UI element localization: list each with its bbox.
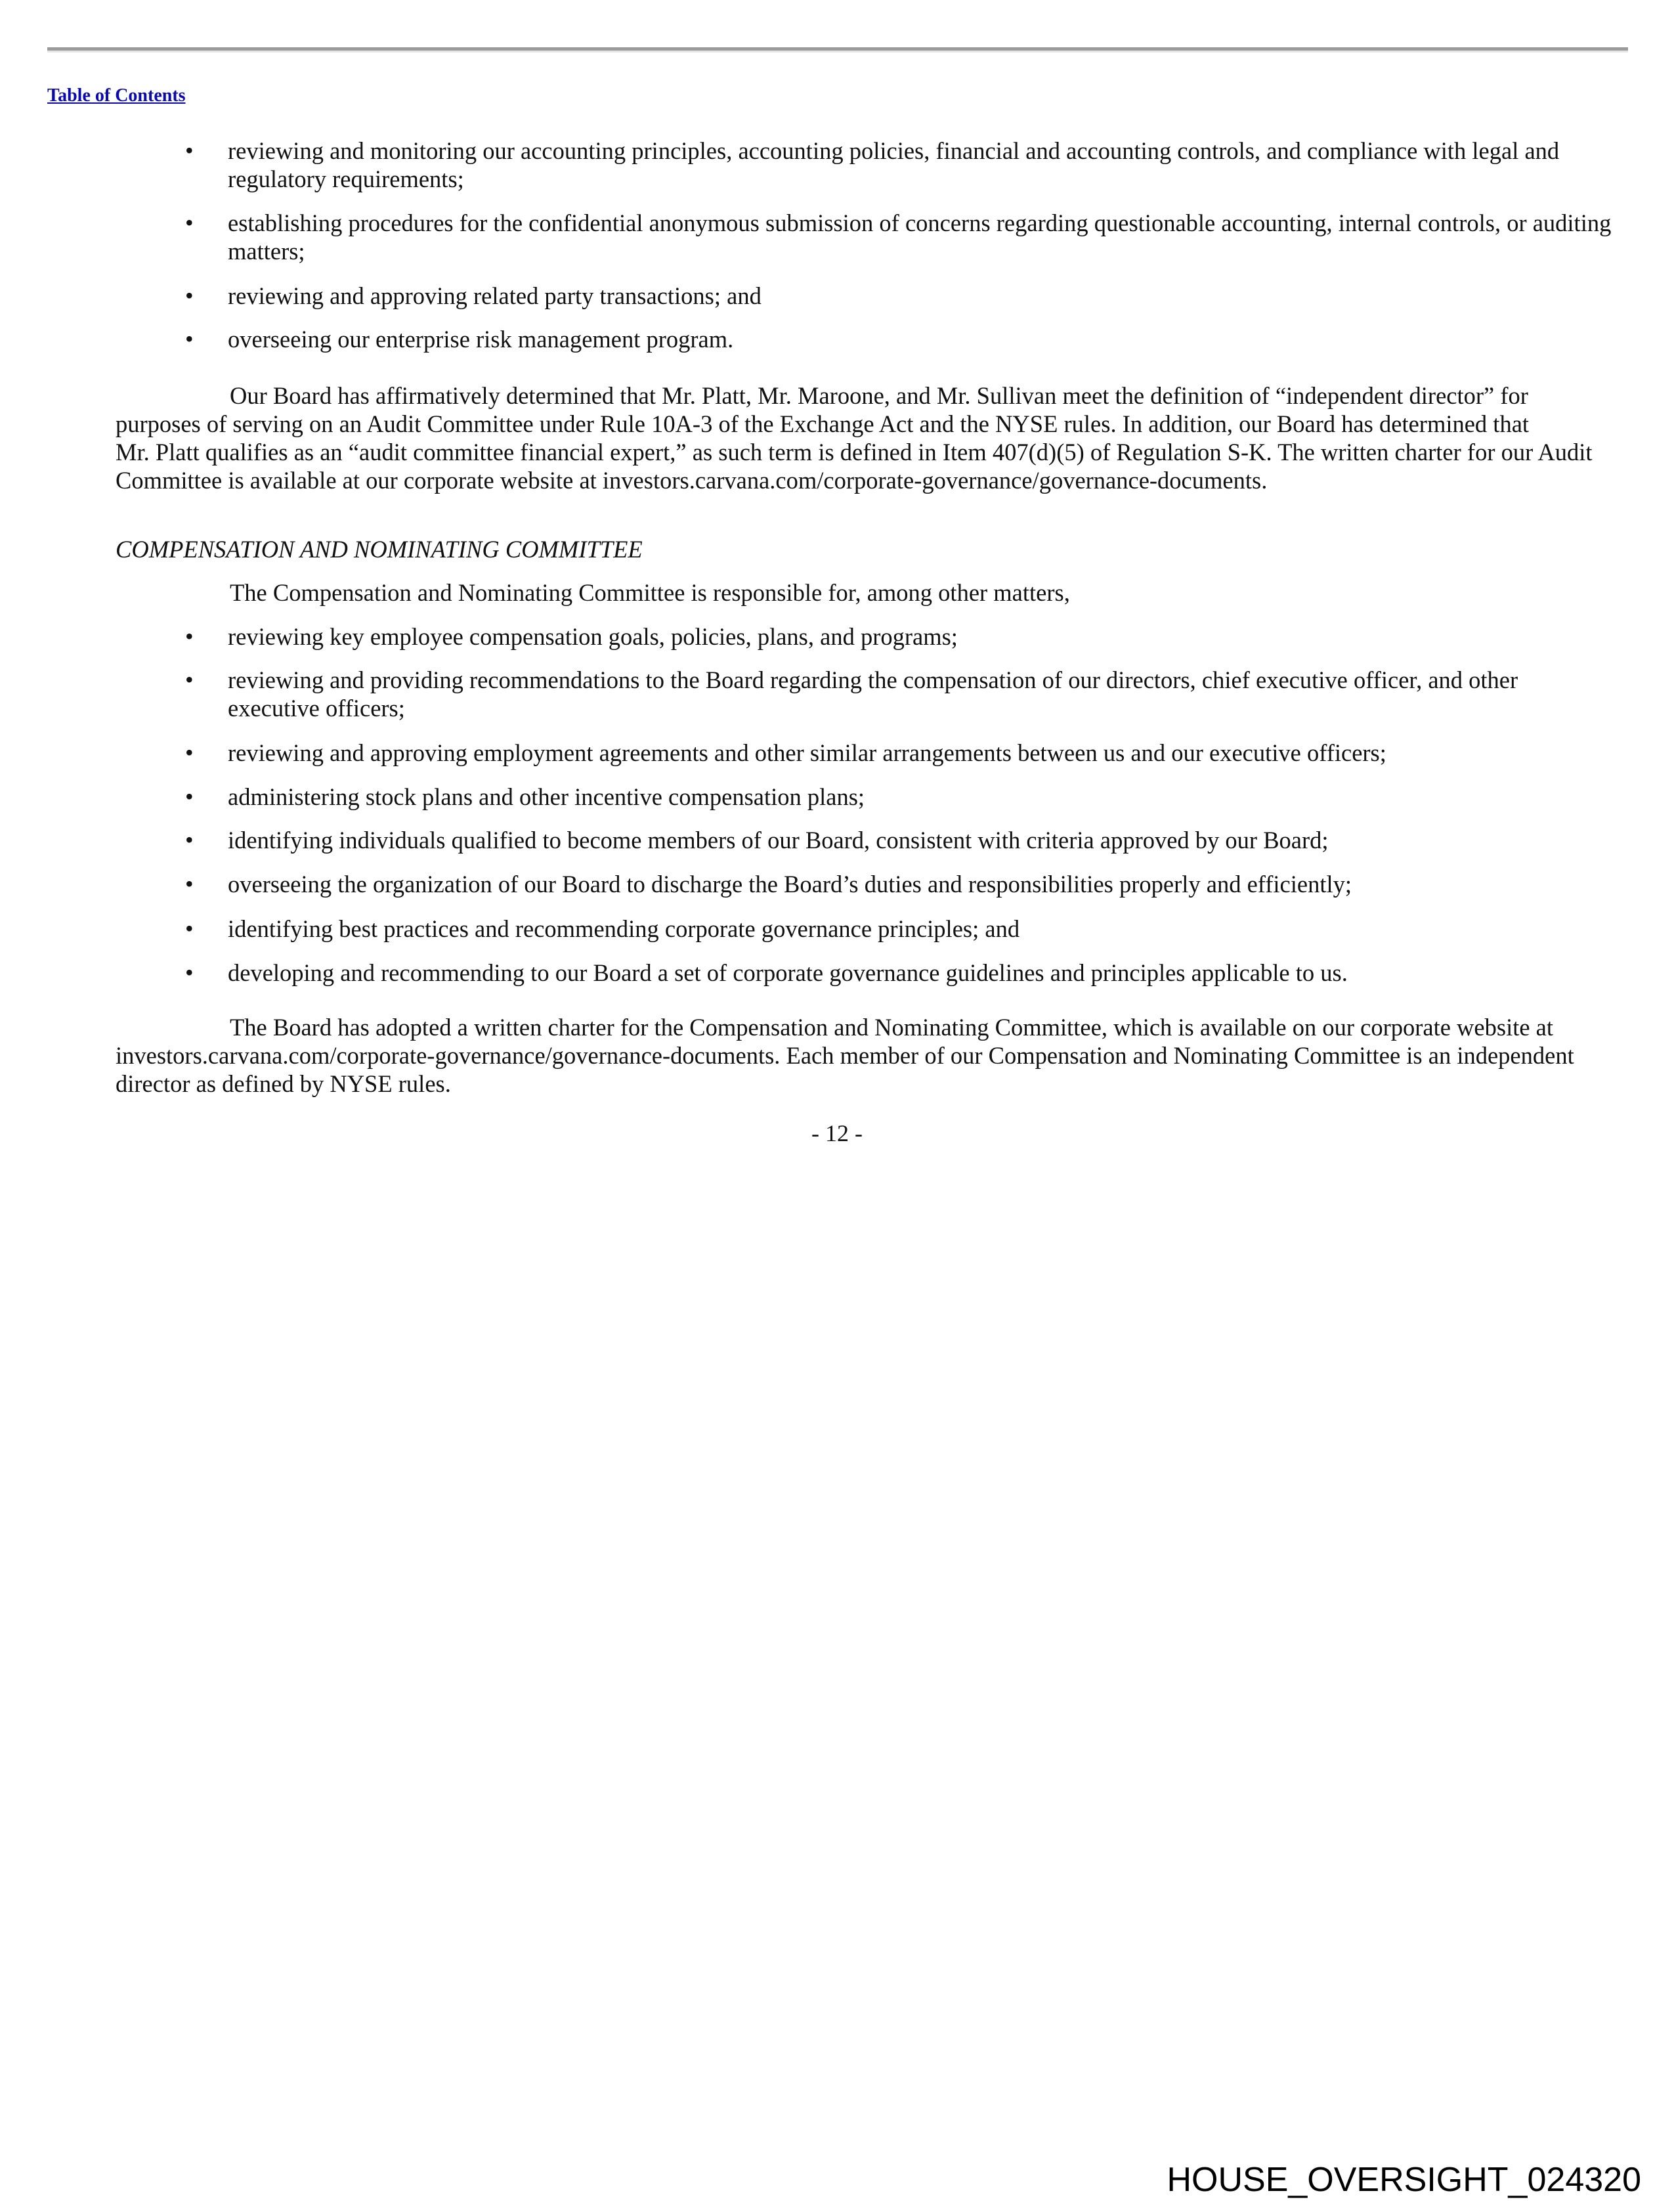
table-of-contents-link[interactable]: Table of Contents (47, 85, 186, 106)
page-number: - 12 - (811, 1120, 863, 1146)
list-item: overseeing our enterprise risk management program. (228, 326, 734, 353)
bullet-icon: • (185, 137, 194, 163)
line: Mr. Platt qualifies as an “audit committee financial expert,” as such term is defined in Item 407(d)(5) of Regulation S-K. The written charter for our Audit (116, 439, 1593, 466)
list-item: reviewing key employee compensation goals, policies, plans, and programs; (228, 623, 958, 650)
section-intro (116, 578, 1070, 607)
line: matters; (228, 238, 305, 265)
compensation-committee-paragraph (116, 1013, 1574, 1098)
audit-committee-paragraph (116, 381, 1593, 494)
bullet-icon: • (185, 209, 194, 236)
line: The Board has adopted a written charter for the Compensation and Nominating Committee, which is available on our corporate website at (230, 1014, 1554, 1041)
line: reviewing and providing recommendations to the Board regarding the compensation of our directors, chief executive officer, and other (228, 666, 1518, 693)
line: establishing procedures for the confidential anonymous submission of concerns regarding questionable accounting, internal controls, or auditing (228, 209, 1612, 236)
header-rule (47, 47, 1628, 53)
list-item: identifying individuals qualified to become members of our Board, consistent with criteria approved by our Board; (228, 827, 1329, 854)
bullet-icon: • (185, 282, 194, 309)
list-item: developing and recommending to our Board a set of corporate governance guidelines and principles applicable to us. (228, 959, 1348, 986)
line: director as defined by NYSE rules. (116, 1070, 451, 1097)
line: Committee is available at our corporate website at investors.carvana.com/corporate-governance/governance-documents. (116, 467, 1268, 494)
list-item (228, 137, 1559, 193)
list-item: reviewing and approving employment agreements and other similar arrangements between us and our executive officers; (228, 739, 1386, 766)
line: executive officers; (228, 695, 405, 722)
bullet-icon: • (185, 666, 194, 693)
list-item: reviewing and approving related party transactions; and (228, 282, 762, 309)
line: Our Board has affirmatively determined that Mr. Platt, Mr. Maroone, and Mr. Sullivan meet the definition of “independent director” for (230, 382, 1528, 409)
line: The Compensation and Nominating Committee is responsible for, among other matters, (230, 579, 1070, 606)
bullet-icon: • (185, 739, 194, 766)
line: investors.carvana.com/corporate-governance/governance-documents. Each member of our Compensation and Nominating Committee is an independent (116, 1042, 1574, 1069)
list-item: overseeing the organization of our Board to discharge the Board’s duties and responsibilities properly and efficiently; (228, 871, 1352, 898)
line: purposes of serving on an Audit Committee under Rule 10A-3 of the Exchange Act and the NYSE rules. In addition, our Board has determined that (116, 410, 1530, 437)
bullet-icon: • (185, 959, 194, 986)
bullet-icon: • (185, 783, 194, 810)
list-item (228, 209, 1611, 265)
list-item (228, 666, 1518, 722)
line: reviewing and monitoring our accounting principles, accounting policies, financial and accounting controls, and compliance with legal and (228, 137, 1560, 164)
bullet-icon: • (185, 623, 194, 649)
section-heading: COMPENSATION AND NOMINATING COMMITTEE (116, 536, 643, 563)
bullet-icon: • (185, 915, 194, 942)
list-item: identifying best practices and recommending corporate governance principles; and (228, 915, 1020, 942)
list-item: administering stock plans and other incentive compensation plans; (228, 783, 865, 810)
bullet-icon: • (185, 326, 194, 352)
bullet-icon: • (185, 827, 194, 853)
line: regulatory requirements; (228, 165, 464, 192)
bullet-icon: • (185, 871, 194, 897)
bates-stamp: HOUSE_OVERSIGHT_024320 (1167, 2161, 1641, 2199)
